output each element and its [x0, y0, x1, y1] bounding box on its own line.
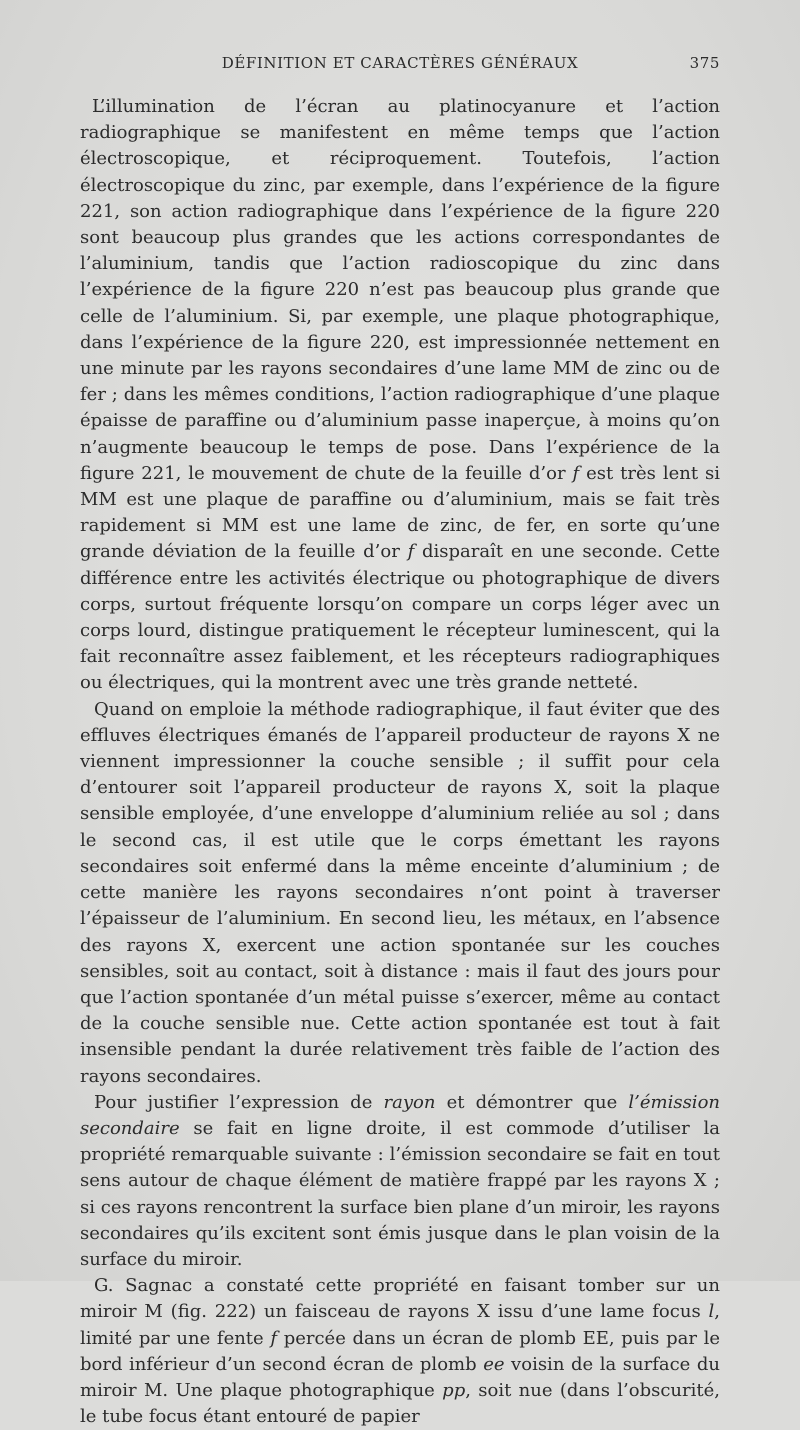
page-header — [80, 54, 720, 78]
text-run: est très lent si MM est une plaque de paraffine ou d’aluminium, mais se fait très rapidement si MM est une lame de zinc, de fer, en sorte qu’une grande déviation de la feuille d’or — [80, 462, 720, 563]
text-run: percée dans un écran de plomb EE, puis par le bord inférieur d’un second écran de plomb — [80, 1327, 720, 1375]
text-run: Pour justifier l’expression de — [94, 1091, 384, 1113]
text-run: et démontrer que — [435, 1091, 629, 1113]
italic-text: pp — [442, 1379, 466, 1401]
text-run: , soit nue (dans l’obscurité, le tube focus étant entouré de papier — [80, 1379, 720, 1428]
page-number: 375 — [689, 54, 720, 72]
italic-text: l — [708, 1301, 715, 1323]
paragraph — [80, 1090, 720, 1273]
running-head: DÉFINITION ET CARACTÈRES GÉNÉRAUX — [221, 54, 579, 72]
italic-text: f — [270, 1327, 278, 1349]
paragraph — [80, 94, 720, 697]
text-run: Quand on emploie la méthode radiographique, il faut éviter que des effluves électriques émanés de l’appareil producteur de rayons X ne viennent impressionner la couche sensible ; il suffit pour cela d’entourer soit l’appareil producteur de rayons X, soit la plaque sensible employée, d’une enveloppe d’aluminium reliée au sol ; dans le second cas, il est utile que le corps émettant les rayons secondaires soit enfermé dans la même enceinte d’aluminium ; de cette manière les rayons secondaires n’ont point à traverser l’épaisseur de l’aluminium. En second lieu, les métaux, en l’absence des rayons X, exercent une action spontanée sur les couches sensibles, soit au contact, soit à distance : mais il faut des jours pour que l’action spontanée d’un métal puisse s’exercer, même au contact de la couche sensible nue. Cette action spontanée est tout à fait insensible pendant la durée relativement très faible de l’action des rayons secondaires. — [80, 698, 720, 1087]
text-run: L’illumination de l’écran au platinocyanure et l’action radiographique se manifestent en même temps que l’action électroscopique, et réciproquement. Toutefois, l’action électroscopique du zinc, par exemple, dans l’expérience de la figure 221, son action radiographique dans l’expérience de la figure 220 sont beaucoup plus grandes que les actions correspondantes de l’aluminium, tandis que l’action radioscopique du zinc dans l’expérience de la figure 220 n’est pas beaucoup plus grande que celle de l’aluminium. Si, par exemple, une plaque photographique, dans l’expérience de la figure 220, est impressionnée nettement en une minute par les rayons secondaires d’une lame MM de zinc ou de fer ; dans les mêmes conditions, l’action radiographique d’une plaque épaisse de paraffine ou d’aluminium passe inaperçue, à moins qu’on n’augmente beaucoup le temps de pose. Dans l’expérience de la figure 221, le mouvement de chute de la feuille d’or — [80, 96, 720, 484]
text-run: se fait en ligne droite, il est commode d’utiliser la propriété remarquable suivante : l’émission secondaire se fait en tout sens autour de chaque élément de matière frappé par les rayons X ; si ces rayons rencontrent la surface bien plane d’un miroir, les rayons secondaires qu’ils excitent sont émis jusque dans le plan voisin de la surface du miroir. — [80, 1117, 720, 1270]
body-text — [80, 94, 720, 1430]
text-run: disparaît en une seconde. Cette différence entre les activités électrique ou photographique de divers corps, surtout fréquente lorsqu’on compare un corps léger avec un corps lourd, distingue pratiquement le récepteur luminescent, qui la fait reconnaître assez faiblement, et les récepteurs radiographiques ou électriques, qui la montrent avec une très grande netteté. — [80, 541, 720, 694]
paragraph — [80, 697, 720, 1090]
paragraph — [80, 1273, 720, 1430]
text-run: , limité par une fente — [80, 1301, 720, 1349]
italic-text: f — [407, 541, 415, 563]
text-run: voisin de la surface du miroir M. Une plaque photographique — [80, 1353, 720, 1401]
text-run: G. Sagnac a constaté cette propriété en faisant tomber sur un miroir M (fig. 222) un faisceau de rayons X issu d’une lame focus — [80, 1275, 720, 1323]
italic-text: ee — [483, 1353, 505, 1375]
italic-text: rayon — [383, 1091, 436, 1113]
italic-text: f — [572, 462, 580, 484]
italic-text: l’émission secondaire — [80, 1091, 720, 1139]
